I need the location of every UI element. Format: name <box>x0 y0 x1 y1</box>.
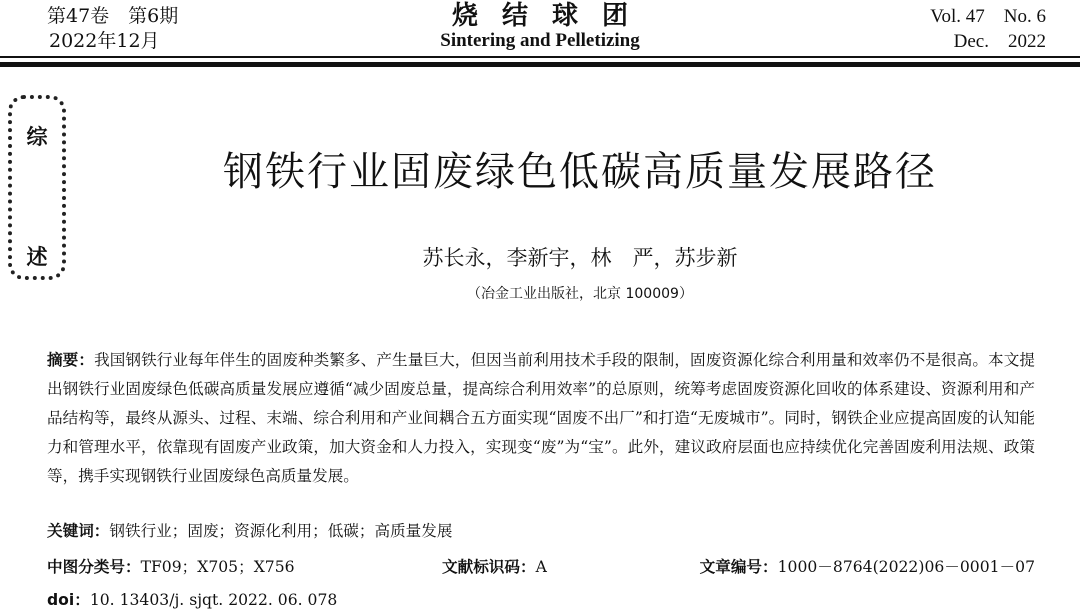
clc-label: 中图分类号： <box>47 558 141 576</box>
volume-issue-en: Vol. 47 No. 6 <box>930 6 1046 27</box>
date-en: Dec. 2022 <box>953 31 1046 52</box>
journal-name-cn: 烧结球团 <box>451 1 652 31</box>
journal-name-en: Sintering and Pelletizing <box>440 30 640 51</box>
header-center <box>420 2 660 52</box>
article-no-label: 文章编号： <box>699 558 778 576</box>
abstract <box>47 346 1035 491</box>
header-rule-thick <box>0 62 1080 67</box>
header-left <box>47 4 178 54</box>
header-rule-thin <box>0 56 1080 58</box>
keywords-text: 钢铁行业；固废；资源化利用；低碳；高质量发展 <box>109 522 453 540</box>
clc-value: TF09；X705；X756 <box>140 558 295 576</box>
doc-code-value: A <box>535 558 547 576</box>
date-cn: 2022年12月 <box>49 30 160 52</box>
classification-row <box>47 554 1035 580</box>
doi <box>47 588 337 612</box>
keywords-label: 关键词： <box>47 522 110 540</box>
section-badge-bottom-char: 述 <box>26 245 48 269</box>
article-number <box>700 554 1035 580</box>
affiliation: （冶金工业出版社，北京 100009） <box>467 286 693 302</box>
article-title: 钢铁行业固废绿色低碳高质量发展路径 <box>223 149 937 195</box>
section-badge-top-char: 综 <box>26 125 48 149</box>
abstract-label: 摘要： <box>47 351 95 369</box>
clc-number <box>47 554 295 580</box>
section-badge <box>8 95 66 280</box>
volume-issue-cn: 第47卷 第6期 <box>47 5 179 27</box>
doi-label: doi： <box>47 591 90 609</box>
article-no-value: 1000－8764(2022)06－0001－07 <box>777 558 1035 576</box>
header-right <box>930 4 1046 54</box>
document-code <box>442 554 547 580</box>
doc-code-label: 文献标识码： <box>442 558 536 576</box>
author-list: 苏长永，李新宇，林 严，苏步新 <box>422 246 738 270</box>
keywords <box>47 518 1035 544</box>
abstract-text: 我国钢铁行业每年伴生的固废种类繁多、产生量巨大，但因当前利用技术手段的限制，固废资源化综合利用量和效率仍不是很高。本文提出钢铁行业固废绿色低碳高质量发展应遵循“减少固废总量，提高综合利用效率”的总原则，统筹考虑固废资源化回收的体系建设、资源利用和产品结构等，最终从源头、过程、末端、综合利用和产业间耦合五方面实现“固废不出厂”和打造“无废城市”。同时，钢铁企业应提高固废的认知能力和管理水平，依靠现有固废产业政策，加大资金和人力投入，实现变“废”为“宝”。此外，建议政府层面也应持续优化完善固废利用法规、政策等，携手实现钢铁行业固废绿色高质量发展。 <box>47 351 1035 485</box>
doi-link[interactable]: 10. 13403/j. sjqt. 2022. 06. 078 <box>89 591 338 609</box>
